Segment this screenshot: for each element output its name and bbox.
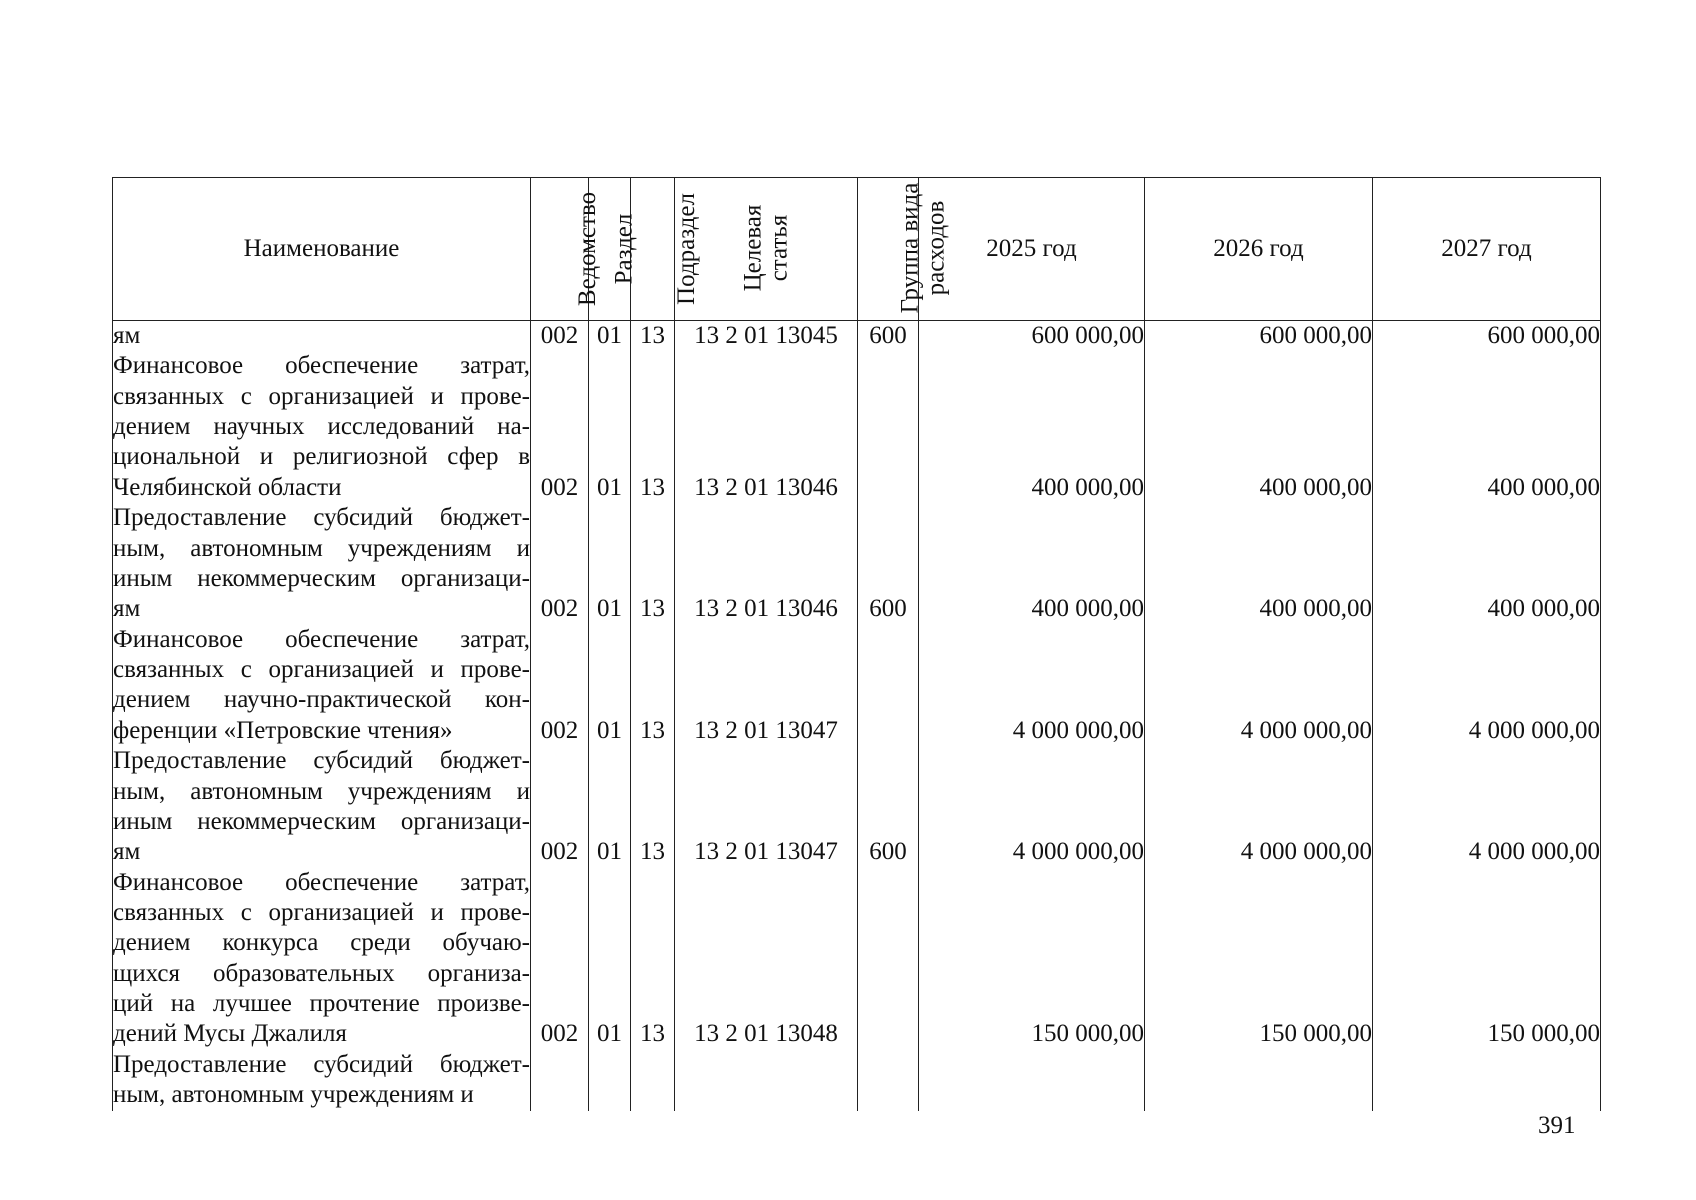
row-tselevaya-statya (675, 1050, 858, 1111)
row-vedomstvo-value: 002 (540, 595, 579, 623)
row-podrazdel (631, 351, 675, 503)
row-podrazdel (631, 625, 675, 747)
header-tselevaya-statya: Целевая статья (675, 178, 858, 321)
header-gruppa-vida-rashodov: Группа вида расходов (858, 178, 919, 321)
row-amount-2025 (919, 746, 1145, 868)
row-razdel (589, 503, 631, 625)
row-vedomstvo (531, 503, 589, 625)
row-name-line: ференции «Петровские чтения» (113, 716, 453, 744)
row-amount-2026 (1145, 321, 1373, 352)
row-amount-2025 (919, 351, 1145, 503)
row-amount-2025 (919, 1050, 1145, 1111)
row-name-line: дением научно-практической кон- (113, 686, 530, 714)
row-gruppa-vida-rashodov (858, 1050, 919, 1111)
header-name: Наименование (113, 178, 531, 321)
table-row (113, 321, 1601, 352)
row-tselevaya-statya (675, 868, 858, 1050)
row-name-line: иным некоммерческим организаци- (113, 807, 530, 835)
row-name (113, 1050, 531, 1111)
row-tselevaya-statya (675, 351, 858, 503)
row-tselevaya-statya-value: 13 2 01 13046 (694, 595, 838, 623)
row-gruppa-vida-rashodov (858, 351, 919, 503)
row-name-line: ям (113, 322, 141, 349)
row-gruppa-vida-rashodov-value (858, 1080, 918, 1110)
row-amount-2026 (1145, 746, 1373, 868)
row-name (113, 321, 531, 352)
row-amount-2025-value: 4 000 000,00 (1012, 838, 1144, 866)
row-amount-2027-value: 4 000 000,00 (1468, 716, 1600, 744)
row-razdel (589, 625, 631, 747)
row-amount-2025-value: 150 000,00 (1031, 1020, 1144, 1048)
row-vedomstvo (531, 625, 589, 747)
row-razdel-value (589, 1080, 630, 1110)
row-tselevaya-statya (675, 321, 858, 352)
row-name-line: Финансовое обеспечение затрат, (113, 352, 530, 380)
header-2026: 2026 год (1145, 178, 1373, 321)
row-tselevaya-statya-value: 13 2 01 13047 (694, 838, 838, 866)
table-row (113, 1050, 1601, 1111)
row-name-line: ным, автономным учреждениям и (113, 534, 530, 562)
row-razdel (589, 321, 631, 352)
table-row (113, 868, 1601, 1050)
row-tselevaya-statya (675, 503, 858, 625)
row-podrazdel (631, 868, 675, 1050)
row-amount-2026-value: 400 000,00 (1259, 473, 1372, 501)
row-razdel-value: 01 (597, 473, 622, 501)
row-gruppa-vida-rashodov-value (858, 716, 918, 746)
row-name-line: связанных с организацией и прове- (113, 382, 530, 410)
row-podrazdel (631, 321, 675, 352)
row-name-line: Предоставление субсидий бюджет- (113, 747, 530, 775)
row-podrazdel (631, 746, 675, 868)
row-amount-2025 (919, 868, 1145, 1050)
row-podrazdel-value: 13 (640, 1020, 665, 1048)
row-tselevaya-statya-value: 13 2 01 13047 (694, 716, 838, 744)
row-amount-2025-value: 400 000,00 (1031, 473, 1144, 501)
row-podrazdel-value: 13 (640, 838, 665, 866)
row-amount-2026 (1145, 1050, 1373, 1111)
row-vedomstvo (531, 351, 589, 503)
row-amount-2027 (1373, 1050, 1601, 1111)
row-name-line: Финансовое обеспечение затрат, (113, 625, 530, 653)
budget-table (112, 177, 1601, 1111)
row-name-line: ным, автономным учреждениям и (113, 1081, 474, 1109)
row-tselevaya-statya-value: 13 2 01 13048 (694, 1020, 838, 1048)
header-2025: 2025 год (919, 178, 1145, 321)
row-name (113, 625, 531, 747)
page-number: 391 (1538, 1112, 1576, 1139)
row-tselevaya-statya-value (675, 1080, 857, 1110)
row-amount-2026-value (1145, 1080, 1372, 1110)
row-podrazdel-value: 13 (640, 473, 665, 501)
row-name-line: дением конкурса среди обучаю- (113, 929, 530, 957)
header-podrazdel: Подраздел (631, 178, 675, 321)
row-razdel-value: 01 (597, 1020, 622, 1048)
row-gruppa-vida-rashodov-value (858, 473, 918, 503)
row-gruppa-vida-rashodov (858, 625, 919, 747)
row-gruppa-vida-rashodov (858, 746, 919, 868)
row-name (113, 351, 531, 503)
row-gruppa-vida-rashodov-value: 600 (869, 838, 907, 866)
row-vedomstvo (531, 746, 589, 868)
row-name-line: ям (113, 838, 141, 866)
row-amount-2026-value: 400 000,00 (1259, 595, 1372, 623)
row-amount-2025 (919, 503, 1145, 625)
row-vedomstvo-value (531, 1080, 588, 1110)
row-gruppa-vida-rashodov (858, 321, 919, 352)
row-razdel (589, 1050, 631, 1111)
row-amount-2026 (1145, 351, 1373, 503)
header-razdel: Раздел (589, 178, 631, 321)
row-name-line: дений Мусы Джалиля (113, 1020, 347, 1048)
row-gruppa-vida-rashodov-value (858, 1019, 918, 1049)
header-vedomstvo: Ведомство (531, 178, 589, 321)
row-amount-2027-value: 400 000,00 (1487, 473, 1600, 501)
row-vedomstvo-value: 002 (540, 473, 579, 501)
table-row (113, 746, 1601, 868)
row-razdel-value: 01 (597, 838, 622, 866)
row-amount-2027-value: 600 000,00 (1487, 322, 1600, 349)
row-vedomstvo-value: 002 (540, 716, 579, 744)
row-vedomstvo-value: 002 (540, 322, 579, 349)
row-amount-2025-value: 400 000,00 (1031, 595, 1144, 623)
row-name-line: ций на лучшее прочтение произве- (113, 990, 530, 1018)
row-name-line: Предоставление субсидий бюджет- (113, 504, 530, 532)
row-gruppa-vida-rashodov-value: 600 (869, 322, 907, 349)
row-amount-2026-value: 4 000 000,00 (1240, 716, 1372, 744)
row-vedomstvo (531, 321, 589, 352)
row-amount-2025-value: 4 000 000,00 (1012, 716, 1144, 744)
row-amount-2027 (1373, 625, 1601, 747)
row-amount-2026-value: 600 000,00 (1259, 322, 1372, 349)
table-row (113, 503, 1601, 625)
row-razdel-value: 01 (597, 322, 622, 349)
row-name (113, 503, 531, 625)
row-podrazdel (631, 1050, 675, 1111)
row-name-line: дением научных исследований на- (113, 412, 530, 440)
row-name-line: Челябинской области (113, 473, 342, 501)
row-name-line: Предоставление субсидий бюджет- (113, 1051, 530, 1079)
row-razdel-value: 01 (597, 716, 622, 744)
row-gruppa-vida-rashodov (858, 503, 919, 625)
row-amount-2026-value: 4 000 000,00 (1240, 838, 1372, 866)
row-name-line: Финансовое обеспечение затрат, (113, 868, 530, 896)
row-name-line: иным некоммерческим организаци- (113, 564, 530, 592)
row-name-line: ным, автономным учреждениям и (113, 777, 530, 805)
row-amount-2025 (919, 321, 1145, 352)
row-razdel (589, 746, 631, 868)
row-tselevaya-statya (675, 625, 858, 747)
row-name-line: ям (113, 595, 141, 623)
row-name-line: связанных с организацией и прове- (113, 656, 530, 684)
row-amount-2027-value: 400 000,00 (1487, 595, 1600, 623)
row-gruppa-vida-rashodov (858, 868, 919, 1050)
row-amount-2025-value (919, 1080, 1144, 1110)
row-amount-2026 (1145, 868, 1373, 1050)
row-amount-2027-value: 150 000,00 (1487, 1020, 1600, 1048)
row-amount-2026 (1145, 503, 1373, 625)
row-name (113, 746, 531, 868)
row-tselevaya-statya (675, 746, 858, 868)
row-vedomstvo-value: 002 (540, 838, 579, 866)
header-row (113, 178, 1601, 321)
row-amount-2025-value: 600 000,00 (1031, 322, 1144, 349)
row-amount-2026-value: 150 000,00 (1259, 1020, 1372, 1048)
row-tselevaya-statya-value: 13 2 01 13046 (694, 473, 838, 501)
row-vedomstvo (531, 1050, 589, 1111)
row-podrazdel-value: 13 (640, 716, 665, 744)
header-2027: 2027 год (1373, 178, 1601, 321)
row-vedomstvo-value: 002 (540, 1020, 579, 1048)
row-amount-2027-value (1373, 1080, 1600, 1110)
row-name-line: щихся образовательных организа- (113, 959, 530, 987)
row-name-line: циональной и религиозной сфер в (113, 443, 530, 471)
row-podrazdel (631, 503, 675, 625)
row-gruppa-vida-rashodov-value: 600 (869, 595, 907, 623)
row-amount-2026 (1145, 625, 1373, 747)
row-amount-2027 (1373, 321, 1601, 352)
row-vedomstvo (531, 868, 589, 1050)
row-amount-2027 (1373, 351, 1601, 503)
row-name-line: связанных с организацией и прове- (113, 899, 530, 927)
row-podrazdel-value (631, 1080, 674, 1110)
row-razdel (589, 868, 631, 1050)
row-amount-2025 (919, 625, 1145, 747)
row-tselevaya-statya-value: 13 2 01 13045 (694, 322, 838, 349)
row-razdel-value: 01 (597, 595, 622, 623)
table-row (113, 351, 1601, 503)
row-razdel (589, 351, 631, 503)
row-amount-2027 (1373, 503, 1601, 625)
table-row (113, 625, 1601, 747)
row-amount-2027-value: 4 000 000,00 (1468, 838, 1600, 866)
row-podrazdel-value: 13 (640, 322, 665, 349)
row-amount-2027 (1373, 868, 1601, 1050)
row-name (113, 868, 531, 1050)
row-podrazdel-value: 13 (640, 595, 665, 623)
row-amount-2027 (1373, 746, 1601, 868)
